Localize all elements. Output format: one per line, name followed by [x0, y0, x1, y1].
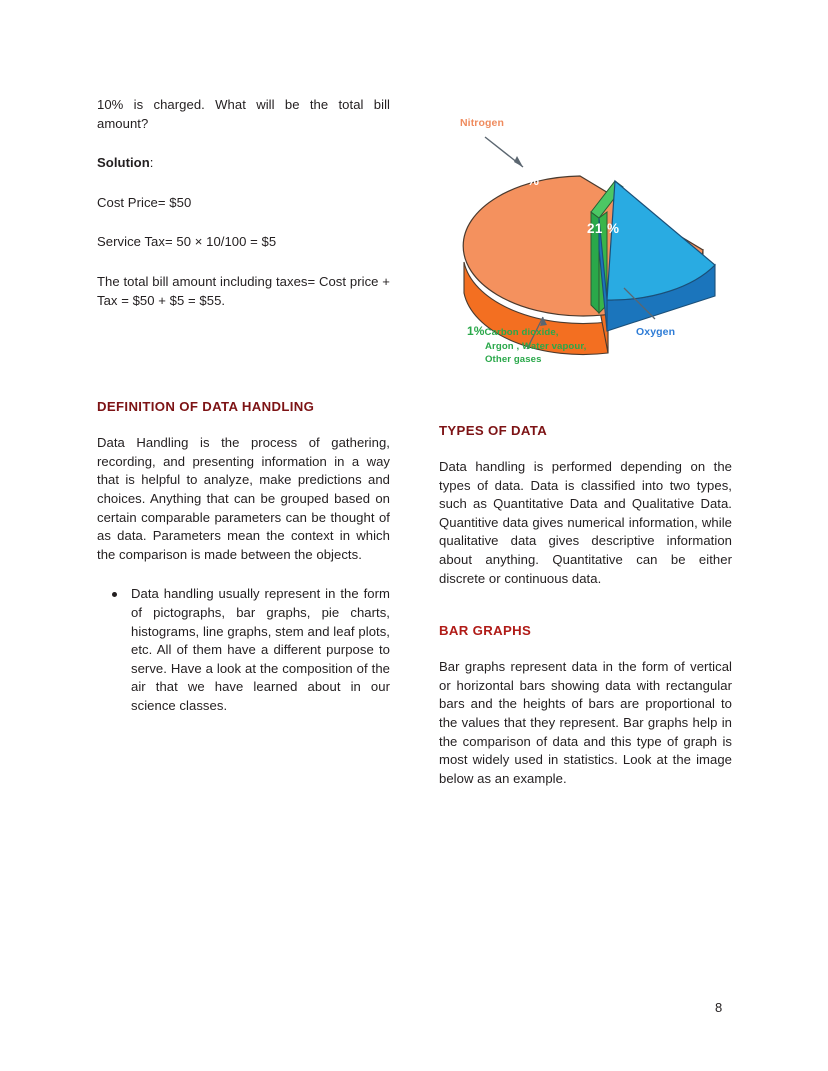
right-column [439, 423, 732, 788]
oxygen-callout-label: Oxygen [636, 326, 676, 338]
page-number: 8 [715, 1000, 723, 1015]
other-gases-callout-label [467, 325, 586, 367]
question-paragraph: 10% is charged. What will be the total bill amount? [97, 97, 390, 131]
other-gases-percent: 1% [467, 324, 485, 338]
cost-price-line: Cost Price= $50 [97, 194, 192, 210]
solution-label-line [97, 154, 390, 173]
solution-colon: : [149, 155, 154, 171]
total-bill-line: The total bill amount including taxes= Cost price + Tax = $50 + $5 = $55. [97, 273, 390, 308]
oxygen-value-label: 21 % [587, 221, 620, 236]
section-spacer [97, 331, 390, 399]
other-gases-line1: Carbon dioxide, [484, 327, 559, 338]
types-of-data-body: Data handling is performed depending on the types of data. Data is classified into two types, such as Quantitative Data and Qualitative Data. Quantitive data gives numerical information, while qualitative data gives descriptive information about anything. Quantitative can be either discrete or continuous data. [439, 459, 732, 586]
chart-wrap [439, 105, 732, 375]
list-item: Data handling usually represent in the form of pictographs, bar graphs, pie charts, histograms, line graphs, stem and leaf plots, etc. All of them have a different purpose to serve. Have a look at the composition of the air that we have learned about in our science classes. [131, 585, 390, 715]
air-composition-chart [439, 105, 732, 375]
service-tax-line: Service Tax= 50 × 10/100 = $5 [97, 234, 277, 250]
other-gases-line3: Other gases [485, 354, 542, 365]
types-of-data-heading: TYPES OF DATA [439, 423, 548, 438]
section-spacer [439, 609, 732, 623]
other-gases-line2: Argon , Water vapour, [485, 340, 587, 352]
nitrogen-value-label: 78 % [507, 173, 540, 188]
nitrogen-callout-label: Nitrogen [460, 117, 504, 129]
left-column [97, 96, 390, 715]
solution-label: Solution [97, 155, 150, 171]
definition-bullet-list [97, 585, 390, 715]
nitrogen-leader-arrow [514, 156, 523, 167]
bar-graphs-body: Bar graphs represent data in the form of vertical or horizontal bars showing data with rectangular bars and the heights of bars are proportional to the values that they represent. Bar graphs help in the comparison of data and this type of graph is most widely used in statistics. Look at the image below as an example. [439, 659, 732, 786]
definition-heading: DEFINITION OF DATA HANDLING [97, 399, 315, 415]
definition-body: Data Handling is the process of gathering, recording, and presenting information in a way that is helpful to analyze, make predictions and choices. Anything that can be grouped based on certain comparable parameters can be thought of as data. Parameters mean the context in which the comparison is made between the objects. [97, 435, 390, 562]
bar-graphs-heading: BAR GRAPHS [439, 623, 532, 639]
